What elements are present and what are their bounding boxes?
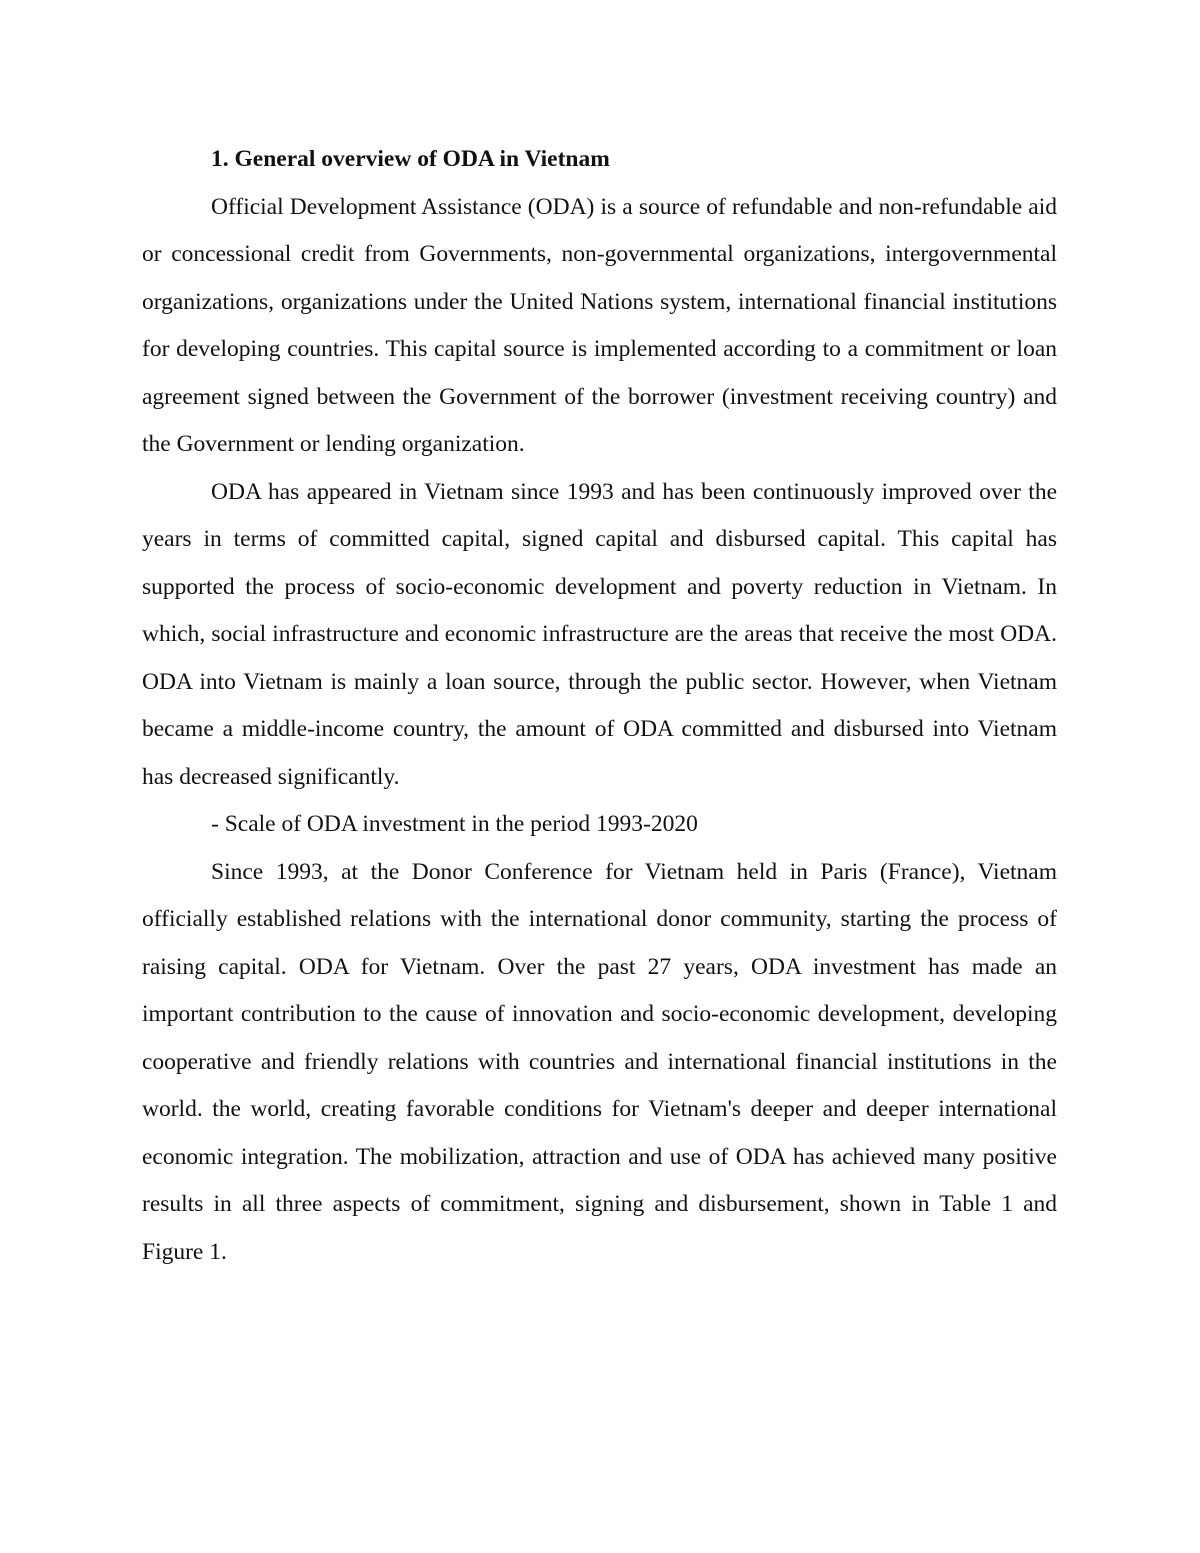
bullet-scale-of-oda: - Scale of ODA investment in the period 1993-2020 [211,811,698,837]
paragraph-oda-in-vietnam: ODA has appeared in Vietnam since 1993 and has been continuously improved over the years in terms of committed capital, signed capital and disbursed capital. This capital has supported the process of socio-economic development and poverty reduction in Vietnam. In which, social infrastructure and economic infrastructure are the areas that receive the most ODA. ODA into Vietnam is mainly a loan source, through the public sector. However, when Vietnam became a middle-income country, the amount of ODA committed and disbursed into Vietnam has decreased significantly. [142,478,1057,790]
paragraph-since-1993: Since 1993, at the Donor Conference for Vietnam held in Paris (France), Vietnam officially established relations with the international donor community, starting the process of raising capital. ODA for Vietnam. Over the past 27 years, ODA investment has made an important contribution to the cause of innovation and socio-economic development, developing cooperative and friendly relations with countries and international financial institutions in the world. the world, creating favorable conditions for Vietnam's deeper and deeper international economic integration. The mobilization, attraction and use of ODA has achieved many positive results in all three aspects of commitment, signing and disbursement, shown in Table 1 and Figure 1. [142,858,1057,1265]
document-page [142,136,1057,1276]
section-heading: 1. General overview of ODA in Vietnam [211,146,610,172]
paragraph-oda-definition: Official Development Assistance (ODA) is a source of refundable and non-refundable aid or concessional credit from Governments, non-governmental organizations, intergovernmental organizations, organizations under the United Nations system, international financial institutions for developing countries. This capital source is implemented according to a commitment or loan agreement signed between the Government of the borrower (investment receiving country) and the Government or lending organization. [142,193,1057,457]
